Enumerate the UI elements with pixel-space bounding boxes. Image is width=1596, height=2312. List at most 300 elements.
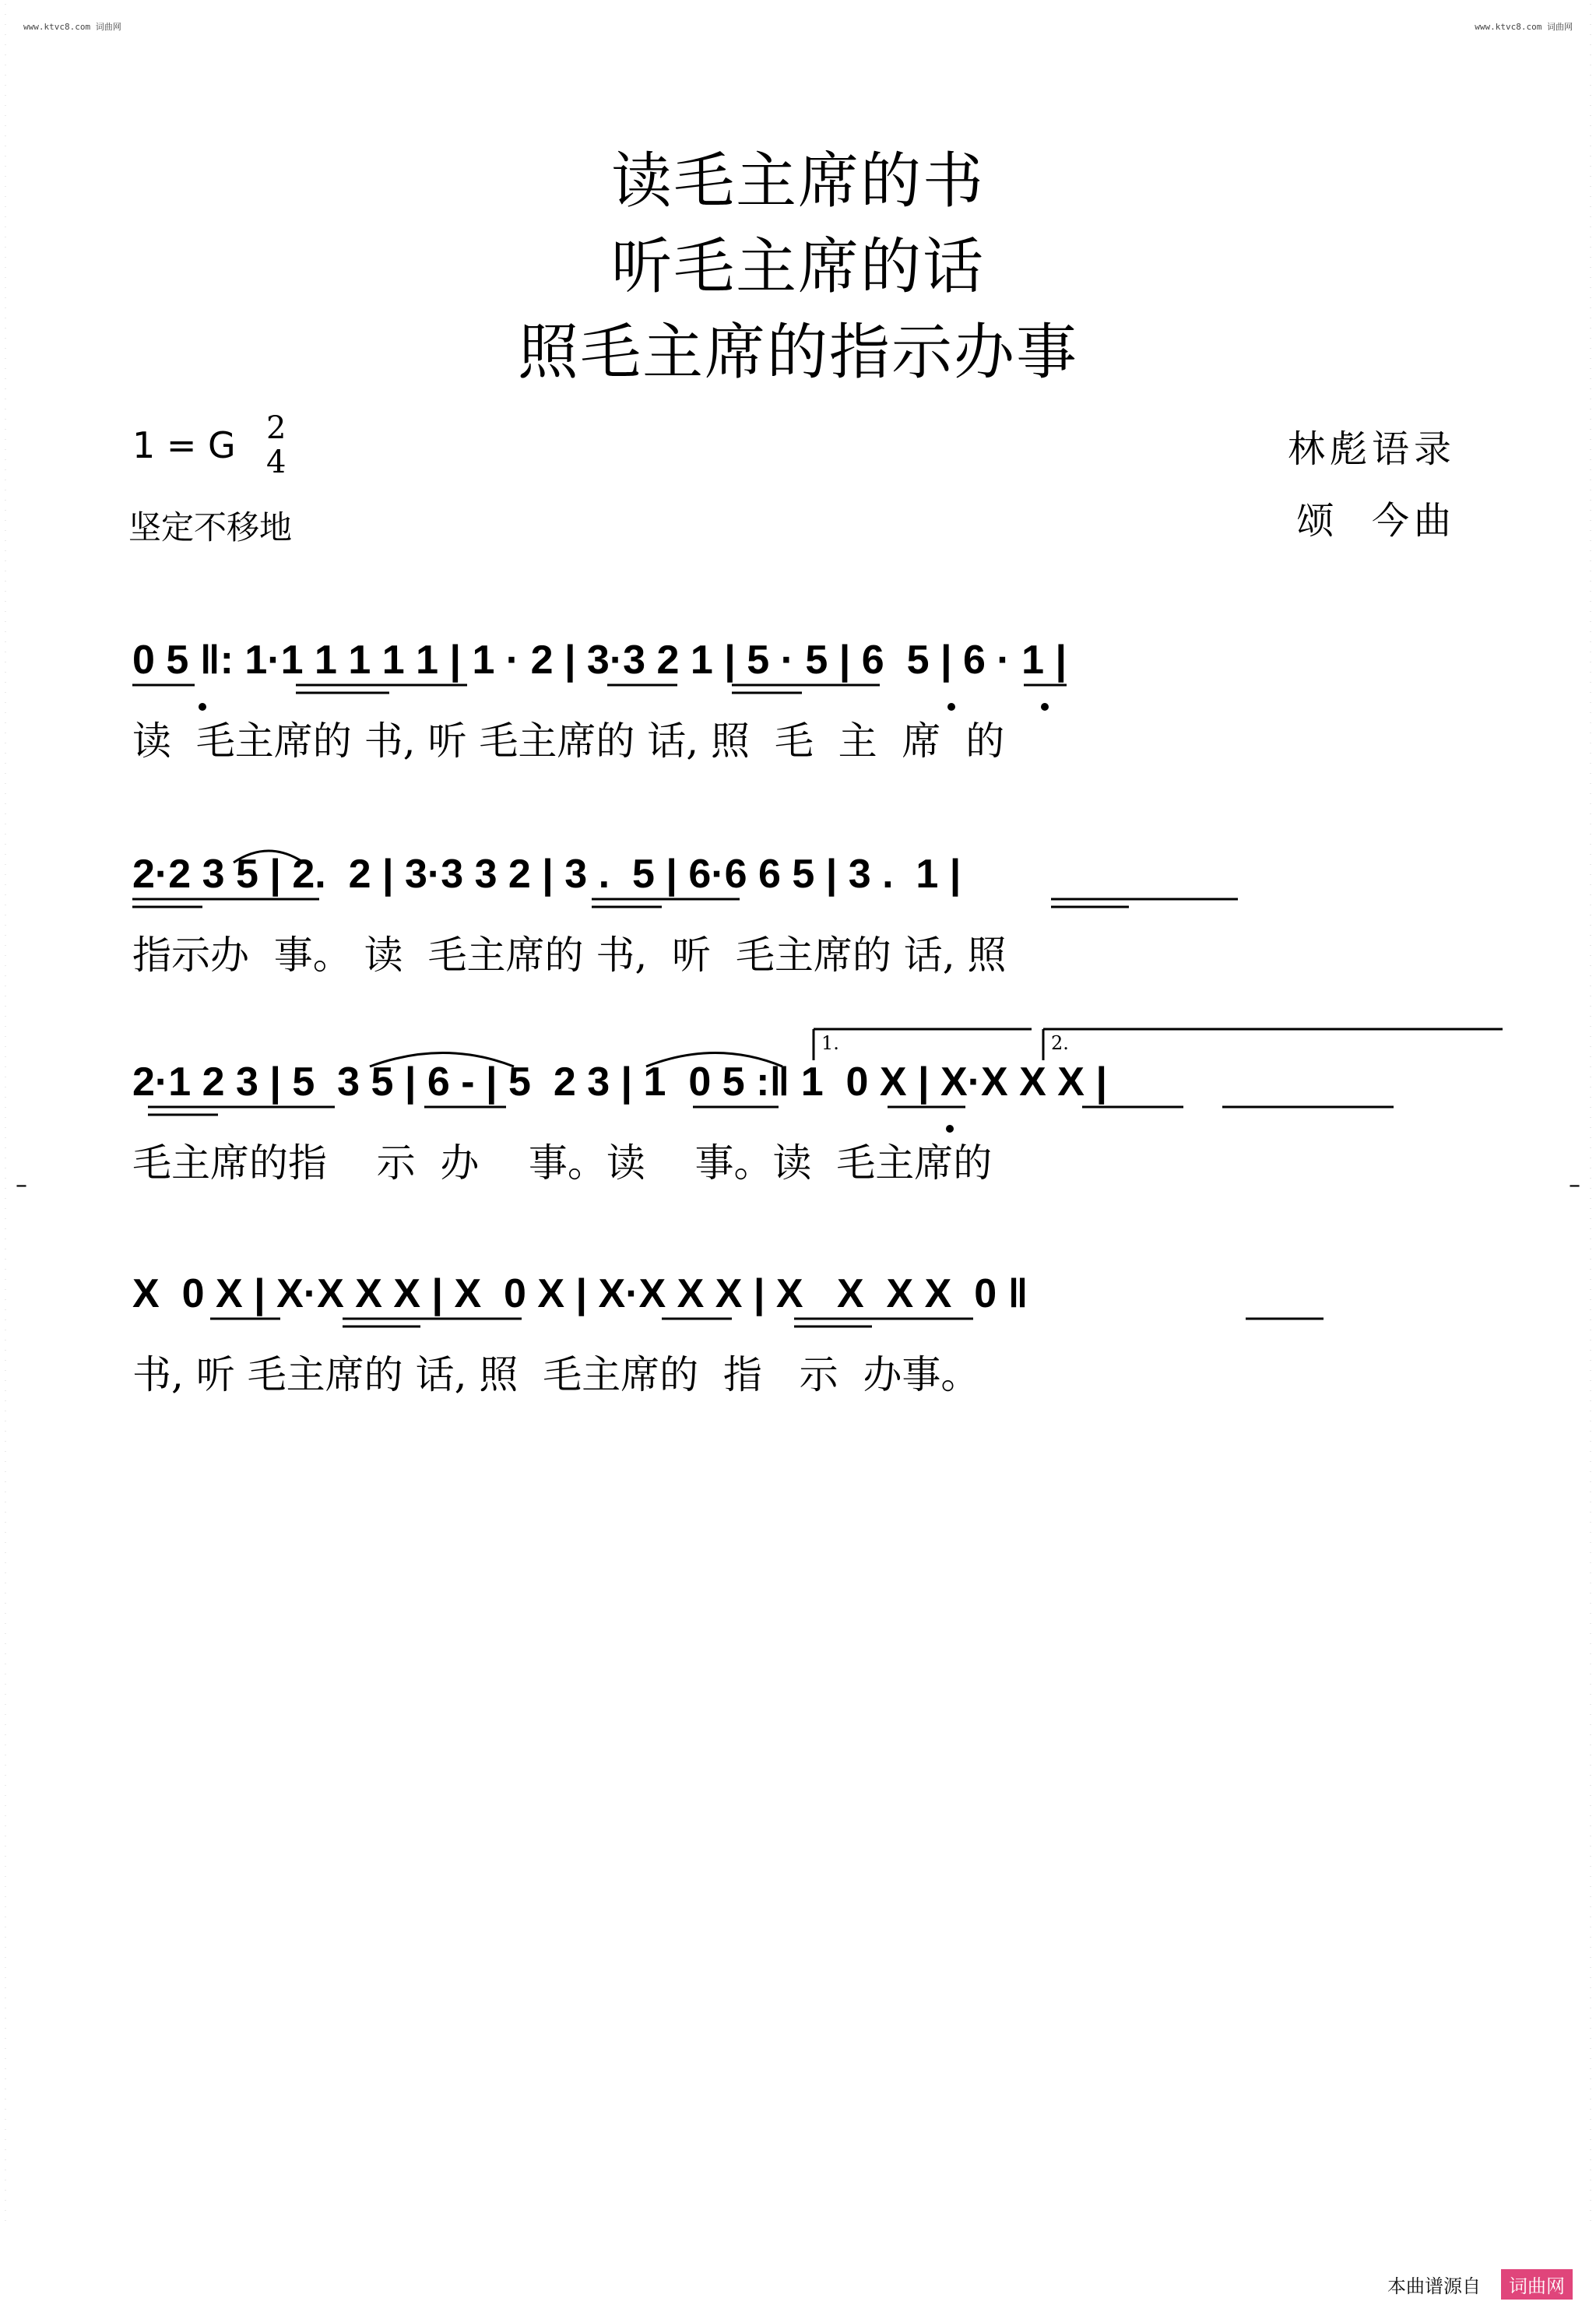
strip-glyph: · [1589, 2147, 1592, 2153]
strip-glyph: · [1589, 42, 1592, 48]
strip-glyph: · [4, 295, 7, 301]
strip-glyph: · [1589, 1732, 1592, 1738]
strip-glyph: · [1589, 487, 1592, 494]
strip-glyph: · [1589, 2218, 1592, 2224]
strip-glyph: · [1589, 1631, 1592, 1637]
strip-glyph: · [1589, 1378, 1592, 1384]
strip-glyph: · [1589, 1125, 1592, 1131]
strip-glyph: · [1589, 1358, 1592, 1364]
strip-glyph: · [4, 1095, 7, 1101]
strip-glyph: · [4, 406, 7, 413]
strip-glyph: · [1589, 1934, 1592, 1941]
strip-glyph: · [1589, 1145, 1592, 1151]
strip-glyph: · [1589, 2076, 1592, 2082]
strip-glyph: · [4, 1044, 7, 1050]
strip-glyph: · [4, 174, 7, 180]
strip-glyph: · [1589, 1823, 1592, 1829]
strip-glyph: · [1589, 831, 1592, 838]
notes-line-2: 2·2 3 5 | 2. 2 | 3·3 3 2 | 3 . 5 | 6·6 6 5 | 3 . 1 | [132, 852, 961, 897]
strip-glyph: · [4, 305, 7, 311]
strip-glyph: · [4, 993, 7, 1000]
strip-glyph: · [4, 396, 7, 402]
strip-glyph: · [1589, 1165, 1592, 1172]
strip-glyph: · [4, 2127, 7, 2133]
strip-glyph: · [4, 1833, 7, 1839]
strip-glyph: · [1589, 912, 1592, 919]
strip-glyph: · [4, 892, 7, 898]
score-line-1 [132, 629, 1479, 785]
strip-glyph: · [4, 2167, 7, 2173]
strip-glyph: · [1589, 2167, 1592, 2173]
strip-glyph: · [4, 619, 7, 625]
strip-glyph: · [4, 275, 7, 281]
strip-glyph: · [4, 1692, 7, 1698]
strip-glyph: · [4, 1186, 7, 1192]
strip-glyph: · [1589, 609, 1592, 615]
strip-glyph: · [4, 649, 7, 655]
strip-glyph: · [4, 1570, 7, 1576]
strip-glyph: · [4, 153, 7, 160]
strip-glyph: · [1589, 244, 1592, 251]
strip-glyph: · [1589, 2086, 1592, 2092]
strip-glyph: · [1589, 416, 1592, 423]
strip-glyph: · [4, 457, 7, 463]
strip-glyph: · [1589, 22, 1592, 28]
strip-glyph: · [1589, 467, 1592, 473]
strip-glyph: · [1589, 1287, 1592, 1293]
strip-glyph: · [1589, 437, 1592, 443]
strip-glyph: · [4, 103, 7, 109]
strip-glyph: · [4, 93, 7, 99]
footer-site-logo[interactable]: 词曲网 [1501, 2269, 1573, 2300]
strip-glyph: · [1589, 1985, 1592, 1991]
strip-glyph: · [4, 1651, 7, 1657]
strip-glyph: · [4, 1864, 7, 1870]
strip-glyph: · [4, 1469, 7, 1475]
strip-glyph: · [4, 346, 7, 352]
strip-glyph: · [4, 447, 7, 453]
strip-glyph: · [4, 366, 7, 372]
notation-marks-1 [132, 629, 1479, 715]
strip-glyph: · [1589, 1044, 1592, 1050]
lyrics-line-2: 指示办 事。 读 毛主席的 书, 听 毛主席的 话, 照 [132, 933, 1007, 978]
strip-glyph: · [1589, 32, 1592, 38]
strip-glyph: · [4, 1216, 7, 1222]
strip-glyph: · [4, 376, 7, 382]
strip-glyph: · [1589, 305, 1592, 311]
strip-glyph: · [1589, 1449, 1592, 1455]
strip-glyph: · [4, 315, 7, 322]
strip-glyph: · [4, 477, 7, 483]
strip-glyph: · [4, 1206, 7, 1212]
strip-glyph: · [1589, 1236, 1592, 1242]
strip-glyph: · [1589, 1095, 1592, 1101]
strip-glyph: · [4, 1621, 7, 1627]
strip-glyph: · [4, 163, 7, 170]
strip-glyph: · [1589, 1469, 1592, 1475]
strip-glyph: · [1589, 730, 1592, 736]
strip-glyph: · [1589, 143, 1592, 149]
strip-glyph: · [4, 1337, 7, 1344]
strip-glyph: · [4, 1459, 7, 1465]
strip-glyph: · [1589, 406, 1592, 413]
strip-glyph: · [1589, 1418, 1592, 1425]
strip-glyph: · [1589, 1398, 1592, 1404]
strip-glyph: · [1589, 933, 1592, 939]
strip-glyph: · [1589, 1621, 1592, 1627]
strip-glyph: · [4, 781, 7, 787]
tempo-marking: 坚定不移地 [128, 508, 293, 546]
strip-glyph: · [1589, 528, 1592, 534]
strip-glyph: · [4, 528, 7, 534]
strip-glyph: · [1589, 1105, 1592, 1111]
strip-glyph: · [1589, 396, 1592, 402]
strip-glyph: · [4, 508, 7, 514]
strip-glyph: · [1589, 1884, 1592, 1890]
strip-glyph: · [1589, 457, 1592, 463]
strip-glyph: · [1589, 1641, 1592, 1647]
strip-glyph: · [1589, 1520, 1592, 1526]
strip-glyph: · [1589, 2026, 1592, 2032]
strip-glyph: · [4, 325, 7, 332]
strip-glyph: · [1589, 1894, 1592, 1900]
strip-glyph: · [1589, 2157, 1592, 2163]
strip-glyph: · [4, 22, 7, 28]
strip-glyph: · [4, 2066, 7, 2072]
strip-glyph: · [1589, 1580, 1592, 1586]
strip-glyph: · [4, 1277, 7, 1283]
strip-glyph: · [4, 1874, 7, 1880]
score-line-4 [132, 1263, 1479, 1418]
strip-glyph: · [4, 1378, 7, 1384]
strip-glyph: · [1589, 2106, 1592, 2113]
strip-glyph: · [4, 1034, 7, 1040]
strip-glyph: · [1589, 1388, 1592, 1394]
strip-glyph: · [1589, 1540, 1592, 1546]
strip-glyph: · [1589, 194, 1592, 200]
strip-glyph: · [1589, 1297, 1592, 1303]
strip-glyph: · [1589, 1064, 1592, 1070]
notes-line-4: X 0 X | X·X X X | X 0 X | X·X X X | X X X X 0 ‖ [132, 1271, 1028, 1316]
lyrics-line-1: 读 毛主席的 书, 听 毛主席的 话, 照 毛 主 席 的 [132, 719, 1005, 764]
strip-glyph: · [4, 680, 7, 686]
strip-glyph: · [1589, 1702, 1592, 1708]
strip-glyph: · [1589, 568, 1592, 574]
strip-glyph: · [4, 578, 7, 585]
strip-glyph: · [4, 1681, 7, 1688]
strip-glyph: · [4, 1024, 7, 1030]
strip-glyph: · [4, 113, 7, 119]
strip-glyph: · [1589, 1762, 1592, 1769]
strip-glyph: · [4, 52, 7, 58]
strip-glyph: · [4, 1317, 7, 1323]
strip-glyph: · [4, 2096, 7, 2103]
strip-glyph: · [4, 1722, 7, 1728]
strip-glyph: · [4, 467, 7, 473]
strip-glyph: · [4, 487, 7, 494]
strip-glyph: · [1589, 2046, 1592, 2052]
score-line-2 [132, 843, 1479, 999]
title-line-3: 照毛主席的指示办事 [517, 318, 1078, 388]
strip-glyph: · [1589, 761, 1592, 767]
strip-glyph: · [4, 1914, 7, 1920]
strip-glyph: · [4, 356, 7, 362]
strip-glyph: · [4, 1702, 7, 1708]
strip-glyph: · [4, 1327, 7, 1333]
strip-glyph: · [4, 143, 7, 149]
strip-glyph: · [4, 194, 7, 200]
strip-glyph: · [4, 2198, 7, 2204]
strip-glyph: · [4, 1155, 7, 1161]
strip-glyph: · [1589, 1459, 1592, 1465]
strip-glyph: · [4, 1803, 7, 1809]
strip-glyph: · [1589, 1054, 1592, 1060]
strip-glyph: · [1589, 366, 1592, 372]
strip-glyph: · [1589, 1084, 1592, 1091]
strip-glyph: · [1589, 1256, 1592, 1263]
strip-glyph: · [4, 386, 7, 392]
strip-glyph: · [4, 437, 7, 443]
strip-glyph: · [4, 983, 7, 989]
strip-glyph: · [1589, 447, 1592, 453]
strip-glyph: · [4, 427, 7, 433]
strip-glyph: · [1589, 1783, 1592, 1789]
strip-glyph: · [1589, 1671, 1592, 1678]
strip-glyph: · [4, 2117, 7, 2123]
strip-glyph: · [4, 801, 7, 807]
strip-glyph: · [4, 872, 7, 878]
time-signature-bottom: 4 [266, 444, 287, 480]
strip-glyph: · [1589, 83, 1592, 89]
strip-glyph: · [4, 1064, 7, 1070]
strip-glyph: · [4, 244, 7, 251]
strip-glyph: · [1589, 680, 1592, 686]
strip-glyph: · [4, 1965, 7, 1971]
strip-glyph: · [4, 1590, 7, 1597]
strip-glyph: · [4, 1509, 7, 1516]
strip-glyph: · [4, 1762, 7, 1769]
strip-glyph: · [4, 1813, 7, 1819]
strip-glyph: · [1589, 2208, 1592, 2214]
strip-glyph: · [1589, 62, 1592, 69]
strip-glyph: · [1589, 1499, 1592, 1506]
strip-glyph: · [4, 568, 7, 574]
strip-glyph: · [1589, 821, 1592, 827]
time-signature [266, 411, 286, 480]
strip-glyph: · [4, 2137, 7, 2143]
strip-glyph: · [4, 1449, 7, 1455]
strip-glyph: · [1589, 1793, 1592, 1799]
lyrics-line-3: 毛主席的指 示 办 事。读 事。读 毛主席的 [132, 1140, 993, 1186]
strip-glyph: · [4, 538, 7, 544]
strip-glyph: · [4, 12, 7, 18]
strip-glyph: · [1589, 285, 1592, 291]
strip-glyph: · [1589, 1439, 1592, 1445]
strip-glyph: · [1589, 113, 1592, 119]
lyricist-credit: 林彪语录 [1287, 427, 1456, 471]
strip-glyph: · [4, 599, 7, 605]
strip-glyph: · [4, 2036, 7, 2042]
strip-glyph: · [1589, 922, 1592, 929]
strip-glyph: · [4, 1924, 7, 1931]
strip-glyph: · [1589, 2137, 1592, 2143]
strip-glyph: · [1589, 163, 1592, 170]
strip-glyph: · [1589, 781, 1592, 787]
strip-glyph: · [1589, 265, 1592, 271]
strip-glyph: · [1589, 710, 1592, 716]
strip-glyph: · [1589, 1216, 1592, 1222]
strip-glyph: · [4, 1945, 7, 1951]
strip-glyph: · [4, 1793, 7, 1799]
strip-glyph: · [4, 1054, 7, 1060]
notes-line-3: 2·1 2 3 | 5 3 5 | 6 - | 5 2 3 | 1 0 5 :‖ 1 0 X | X·X X X | [132, 1059, 1107, 1105]
strip-glyph: · [4, 1641, 7, 1647]
strip-glyph: · [4, 1246, 7, 1253]
strip-glyph: · [1589, 1277, 1592, 1283]
strip-glyph: · [4, 2177, 7, 2184]
strip-glyph: · [1589, 639, 1592, 645]
notation-marks-3 [132, 1020, 1479, 1137]
strip-glyph: · [1589, 1843, 1592, 1850]
strip-glyph: · [1589, 1175, 1592, 1182]
strip-glyph: · [4, 558, 7, 564]
strip-glyph: · [1589, 2187, 1592, 2194]
strip-glyph: · [1589, 578, 1592, 585]
strip-glyph: · [4, 1823, 7, 1829]
strip-glyph: · [4, 1955, 7, 1961]
strip-glyph: · [1589, 882, 1592, 888]
strip-glyph: · [1589, 1945, 1592, 1951]
strip-glyph: · [4, 1236, 7, 1242]
key-signature: 1 = G [132, 424, 236, 466]
strip-glyph: · [1589, 315, 1592, 322]
strip-glyph: · [1589, 123, 1592, 129]
strip-glyph: · [1589, 1600, 1592, 1607]
strip-glyph: · [1589, 973, 1592, 979]
strip-glyph: · [4, 2015, 7, 2022]
strip-glyph: · [1589, 872, 1592, 878]
strip-glyph: · [4, 1196, 7, 1202]
strip-glyph: · [1589, 1712, 1592, 1718]
strip-glyph: · [4, 1388, 7, 1394]
strip-glyph: · [4, 1479, 7, 1485]
strip-glyph: · [1589, 1186, 1592, 1192]
notes-line-1: 0 5 ‖: 1·1 1 1 1 1 | 1 · 2 | 3·3 2 1 | 5 · 5 | 6 5 | 6 · 1 | [132, 638, 1067, 683]
strip-glyph: · [4, 922, 7, 929]
strip-glyph: · [1589, 629, 1592, 635]
strip-glyph: · [1589, 1135, 1592, 1141]
strip-glyph: · [1589, 892, 1592, 898]
strip-glyph: · [1589, 1611, 1592, 1617]
strip-glyph: · [4, 831, 7, 838]
strip-glyph: · [4, 1853, 7, 1860]
strip-glyph: · [1589, 153, 1592, 160]
strip-glyph: · [1589, 234, 1592, 241]
strip-glyph: · [4, 1267, 7, 1273]
strip-glyph: · [4, 1358, 7, 1364]
strip-glyph: · [1589, 801, 1592, 807]
strip-glyph: · [4, 2157, 7, 2163]
strip-glyph: · [4, 659, 7, 666]
strip-glyph: · [1589, 649, 1592, 655]
strip-glyph: · [4, 1115, 7, 1121]
strip-glyph: · [4, 882, 7, 888]
strip-glyph: · [4, 1712, 7, 1718]
strip-glyph: · [1589, 1681, 1592, 1688]
strip-glyph: · [1589, 852, 1592, 858]
strip-glyph: · [4, 336, 7, 342]
strip-glyph: · [1589, 902, 1592, 908]
strip-glyph: · [1589, 1479, 1592, 1485]
strip-glyph: · [1589, 963, 1592, 969]
volta-2-label: 2. [1051, 1032, 1069, 1054]
strip-glyph: · [1589, 336, 1592, 342]
strip-glyph: · [1589, 184, 1592, 190]
strip-glyph: · [4, 1530, 7, 1536]
strip-glyph: · [1589, 1014, 1592, 1020]
strip-glyph: · [1589, 1853, 1592, 1860]
strip-glyph: · [1589, 1864, 1592, 1870]
strip-glyph: · [4, 1611, 7, 1617]
strip-glyph: · [1589, 720, 1592, 726]
strip-glyph: · [4, 1904, 7, 1910]
title-line-1: 读毛主席的书 [610, 146, 985, 216]
strip-glyph: · [4, 72, 7, 79]
title-line-2: 听毛主席的话 [610, 232, 985, 302]
strip-glyph: · [1589, 356, 1592, 362]
strip-glyph: · [1589, 953, 1592, 959]
strip-glyph: · [1589, 1196, 1592, 1202]
strip-glyph: · [4, 1084, 7, 1091]
strip-glyph: · [4, 32, 7, 38]
strip-glyph: · [4, 710, 7, 716]
strip-glyph: · [4, 1135, 7, 1141]
notation-marks-4 [132, 1263, 1479, 1348]
strip-glyph: · [1589, 619, 1592, 625]
strip-glyph: · [1589, 1651, 1592, 1657]
strip-glyph: · [4, 1884, 7, 1890]
strip-glyph: · [1589, 2, 1592, 8]
strip-glyph: · [1589, 750, 1592, 757]
strip-glyph: · [4, 791, 7, 797]
strip-glyph: · [4, 1773, 7, 1779]
strip-glyph: · [1589, 1803, 1592, 1809]
strip-glyph: · [1589, 1307, 1592, 1313]
strip-glyph: · [4, 1014, 7, 1020]
strip-glyph: · [4, 1985, 7, 1991]
strip-glyph: · [1589, 1550, 1592, 1556]
strip-glyph: · [1589, 103, 1592, 109]
strip-glyph: · [1589, 386, 1592, 392]
strip-glyph: · [1589, 1874, 1592, 1880]
strip-glyph: · [1589, 255, 1592, 261]
strip-glyph: · [4, 629, 7, 635]
lyrics-line-4: 书, 听 毛主席的 话, 照 毛主席的 指 示 办事。 [132, 1352, 980, 1397]
time-signature-top: 2 [266, 410, 287, 446]
strip-glyph: · [1589, 2198, 1592, 2204]
strip-glyph: · [4, 589, 7, 595]
strip-glyph: · [4, 1165, 7, 1172]
strip-glyph: · [1589, 1226, 1592, 1232]
strip-glyph: · [1589, 1368, 1592, 1374]
strip-glyph: · [1589, 477, 1592, 483]
strip-glyph: · [1589, 1206, 1592, 1212]
strip-glyph: · [4, 1600, 7, 1607]
strip-glyph: · [4, 1975, 7, 1981]
strip-glyph: · [1589, 700, 1592, 706]
strip-glyph: · [4, 1995, 7, 2001]
strip-glyph: · [4, 1125, 7, 1131]
